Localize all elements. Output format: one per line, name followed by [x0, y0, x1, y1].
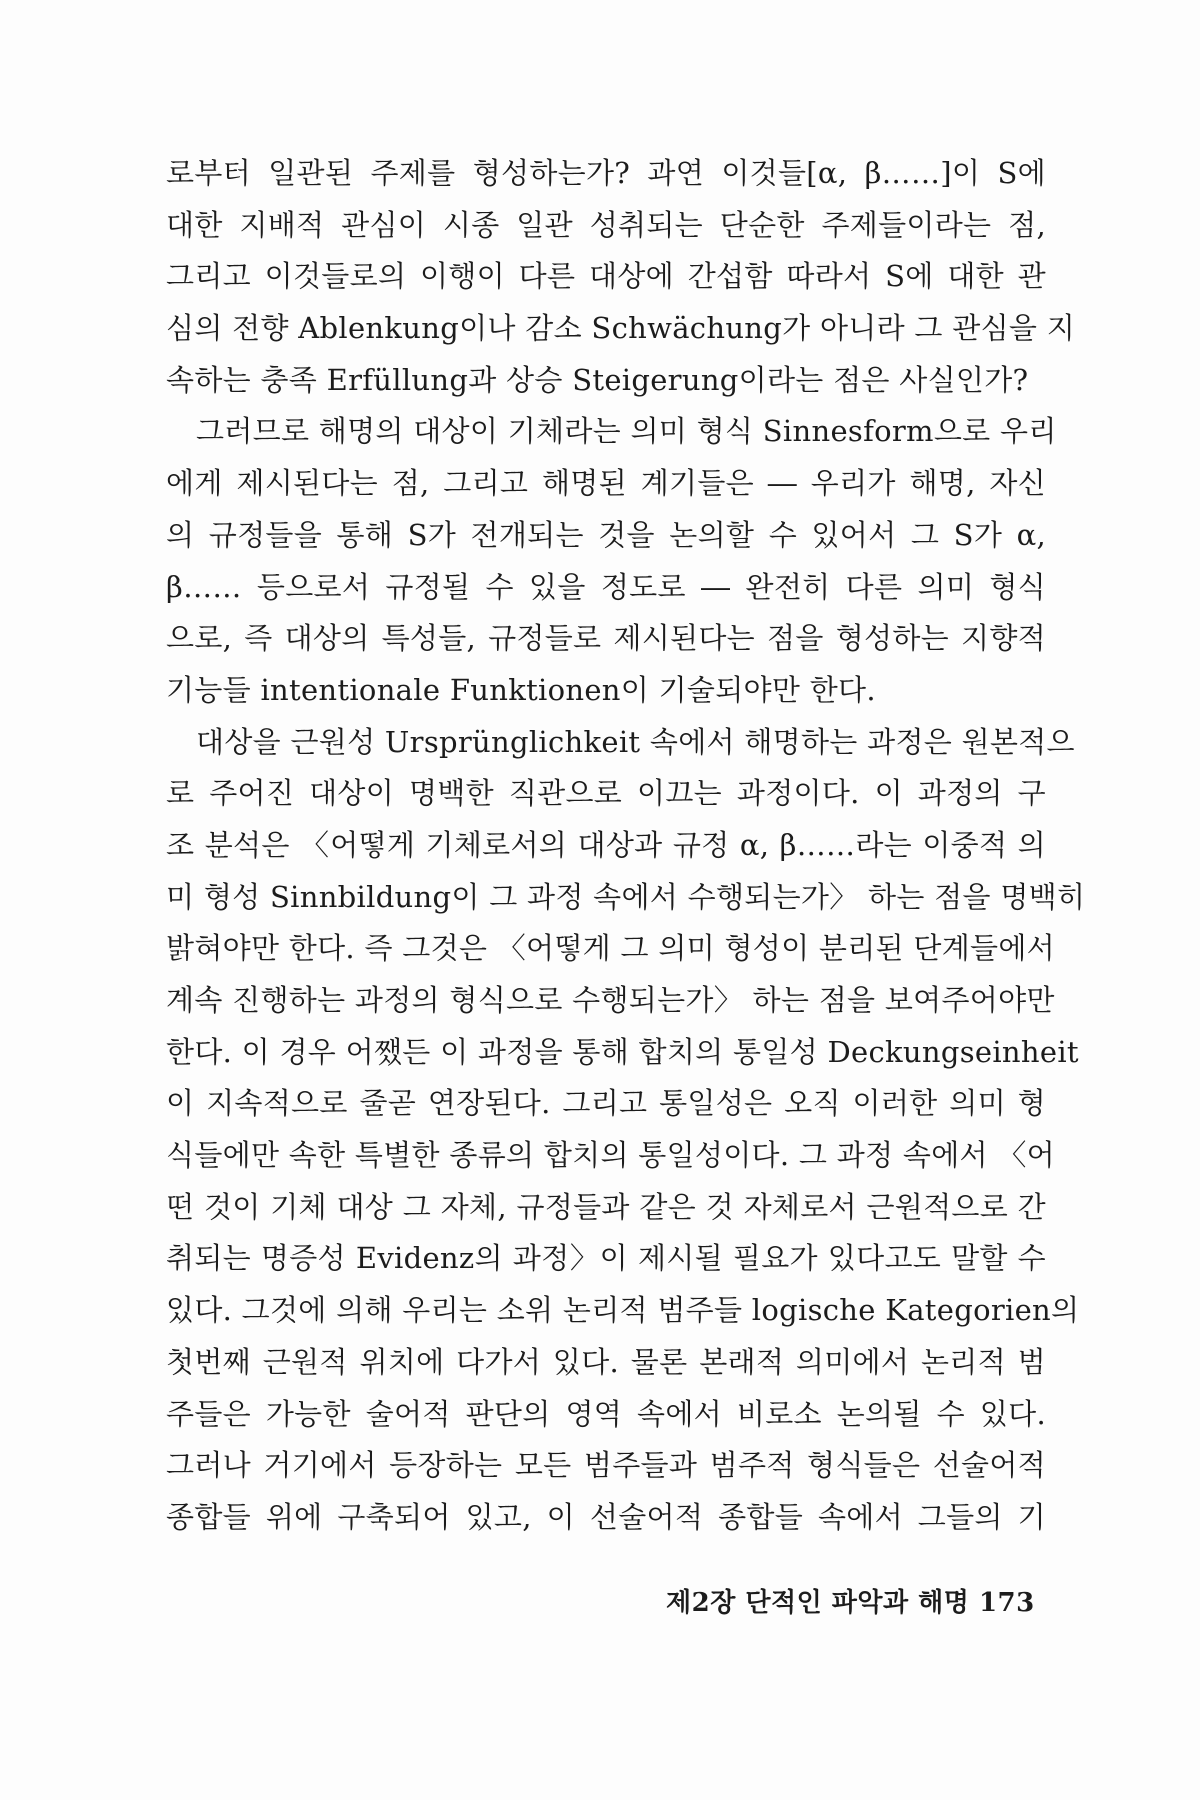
text-line: 그리고 이것들로의 이행이 다른 대상에 간섭함 따라서 S에 대한 관 [166, 259, 1046, 294]
text-line: β…… 등으로서 규정될 수 있을 정도로 ― 완전히 다른 의미 형식 [166, 569, 1046, 604]
text-line: 취되는 명증성 Evidenz의 과정〉이 제시될 필요가 있다고도 말할 수 [166, 1241, 1046, 1276]
text-line: 떤 것이 기체 대상 그 자체, 규정들과 같은 것 자체로서 근원적으로 간 [166, 1189, 1046, 1224]
text-line: 있다. 그것에 의해 우리는 소위 논리적 범주들 logische Kategorien의 [166, 1293, 1080, 1328]
text-line: 그러므로 해명의 대상이 기체라는 의미 형식 Sinnesform으로 우리 [196, 414, 1057, 449]
text-line: 그러나 거기에서 등장하는 모든 범주들과 범주적 형식들은 선술어적 [166, 1448, 1046, 1483]
text-line: 속하는 충족 Erfüllung과 상승 Steigerung이라는 점은 사실인가? [166, 362, 1029, 397]
text-line: 한다. 이 경우 어쨌든 이 과정을 통해 합치의 통일성 Deckungseinheit [166, 1034, 1079, 1069]
text-line: 이 지속적으로 줄곧 연장된다. 그리고 통일성은 오직 이러한 의미 형 [166, 1086, 1046, 1121]
text-line: 기능들 intentionale Funktionen이 기술되야만 한다. [166, 672, 876, 707]
text-line: 미 형성 Sinnbildung이 그 과정 속에서 수행되는가〉 하는 점을 명백히 [166, 879, 1086, 914]
text-line: 대상을 근원성 Ursprünglichkeit 속에서 해명하는 과정은 원본적으 [196, 724, 1075, 759]
text-line: 종합들 위에 구축되어 있고, 이 선술어적 종합들 속에서 그들의 기 [166, 1499, 1046, 1534]
text-line: 조 분석은 〈어떻게 기체로서의 대상과 규정 α, β……라는 이중적 의 [166, 827, 1046, 862]
text-line: 심의 전향 Ablenkung이나 감소 Schwächung가 아니라 그 관심을 지 [166, 311, 1076, 346]
text-line: 에게 제시된다는 점, 그리고 해명된 계기들은 ― 우리가 해명, 자신 [166, 466, 1046, 501]
text-line: 밝혀야만 한다. 즉 그것은 〈어떻게 그 의미 형성이 분리된 단계들에서 [166, 931, 1055, 966]
text-line: 식들에만 속한 특별한 종류의 합치의 통일성이다. 그 과정 속에서 〈어 [166, 1138, 1055, 1173]
text-line: 주들은 가능한 술어적 판단의 영역 속에서 비로소 논의될 수 있다. [166, 1396, 1046, 1431]
text-line: 대한 지배적 관심이 시종 일관 성취되는 단순한 주제들이라는 점, [166, 207, 1046, 242]
text-line: 의 규정들을 통해 S가 전개되는 것을 논의할 수 있어서 그 S가 α, [166, 517, 1046, 552]
running-footer: 제2장 단적인 파악과 해명 173 [666, 1588, 1035, 1618]
text-line: 로 주어진 대상이 명백한 직관으로 이끄는 과정이다. 이 과정의 구 [166, 776, 1046, 811]
text-line: 으로, 즉 대상의 특성들, 규정들로 제시된다는 점을 형성하는 지향적 [166, 621, 1046, 656]
body-text [166, 148, 1086, 1544]
text-line: 첫번째 근원적 위치에 다가서 있다. 물론 본래적 의미에서 논리적 범 [166, 1344, 1046, 1379]
text-line: 계속 진행하는 과정의 형식으로 수행되는가〉 하는 점을 보여주어야만 [166, 983, 1055, 1017]
text-line: 로부터 일관된 주제를 형성하는가? 과연 이것들[α, β……]이 S에 [166, 156, 1046, 190]
